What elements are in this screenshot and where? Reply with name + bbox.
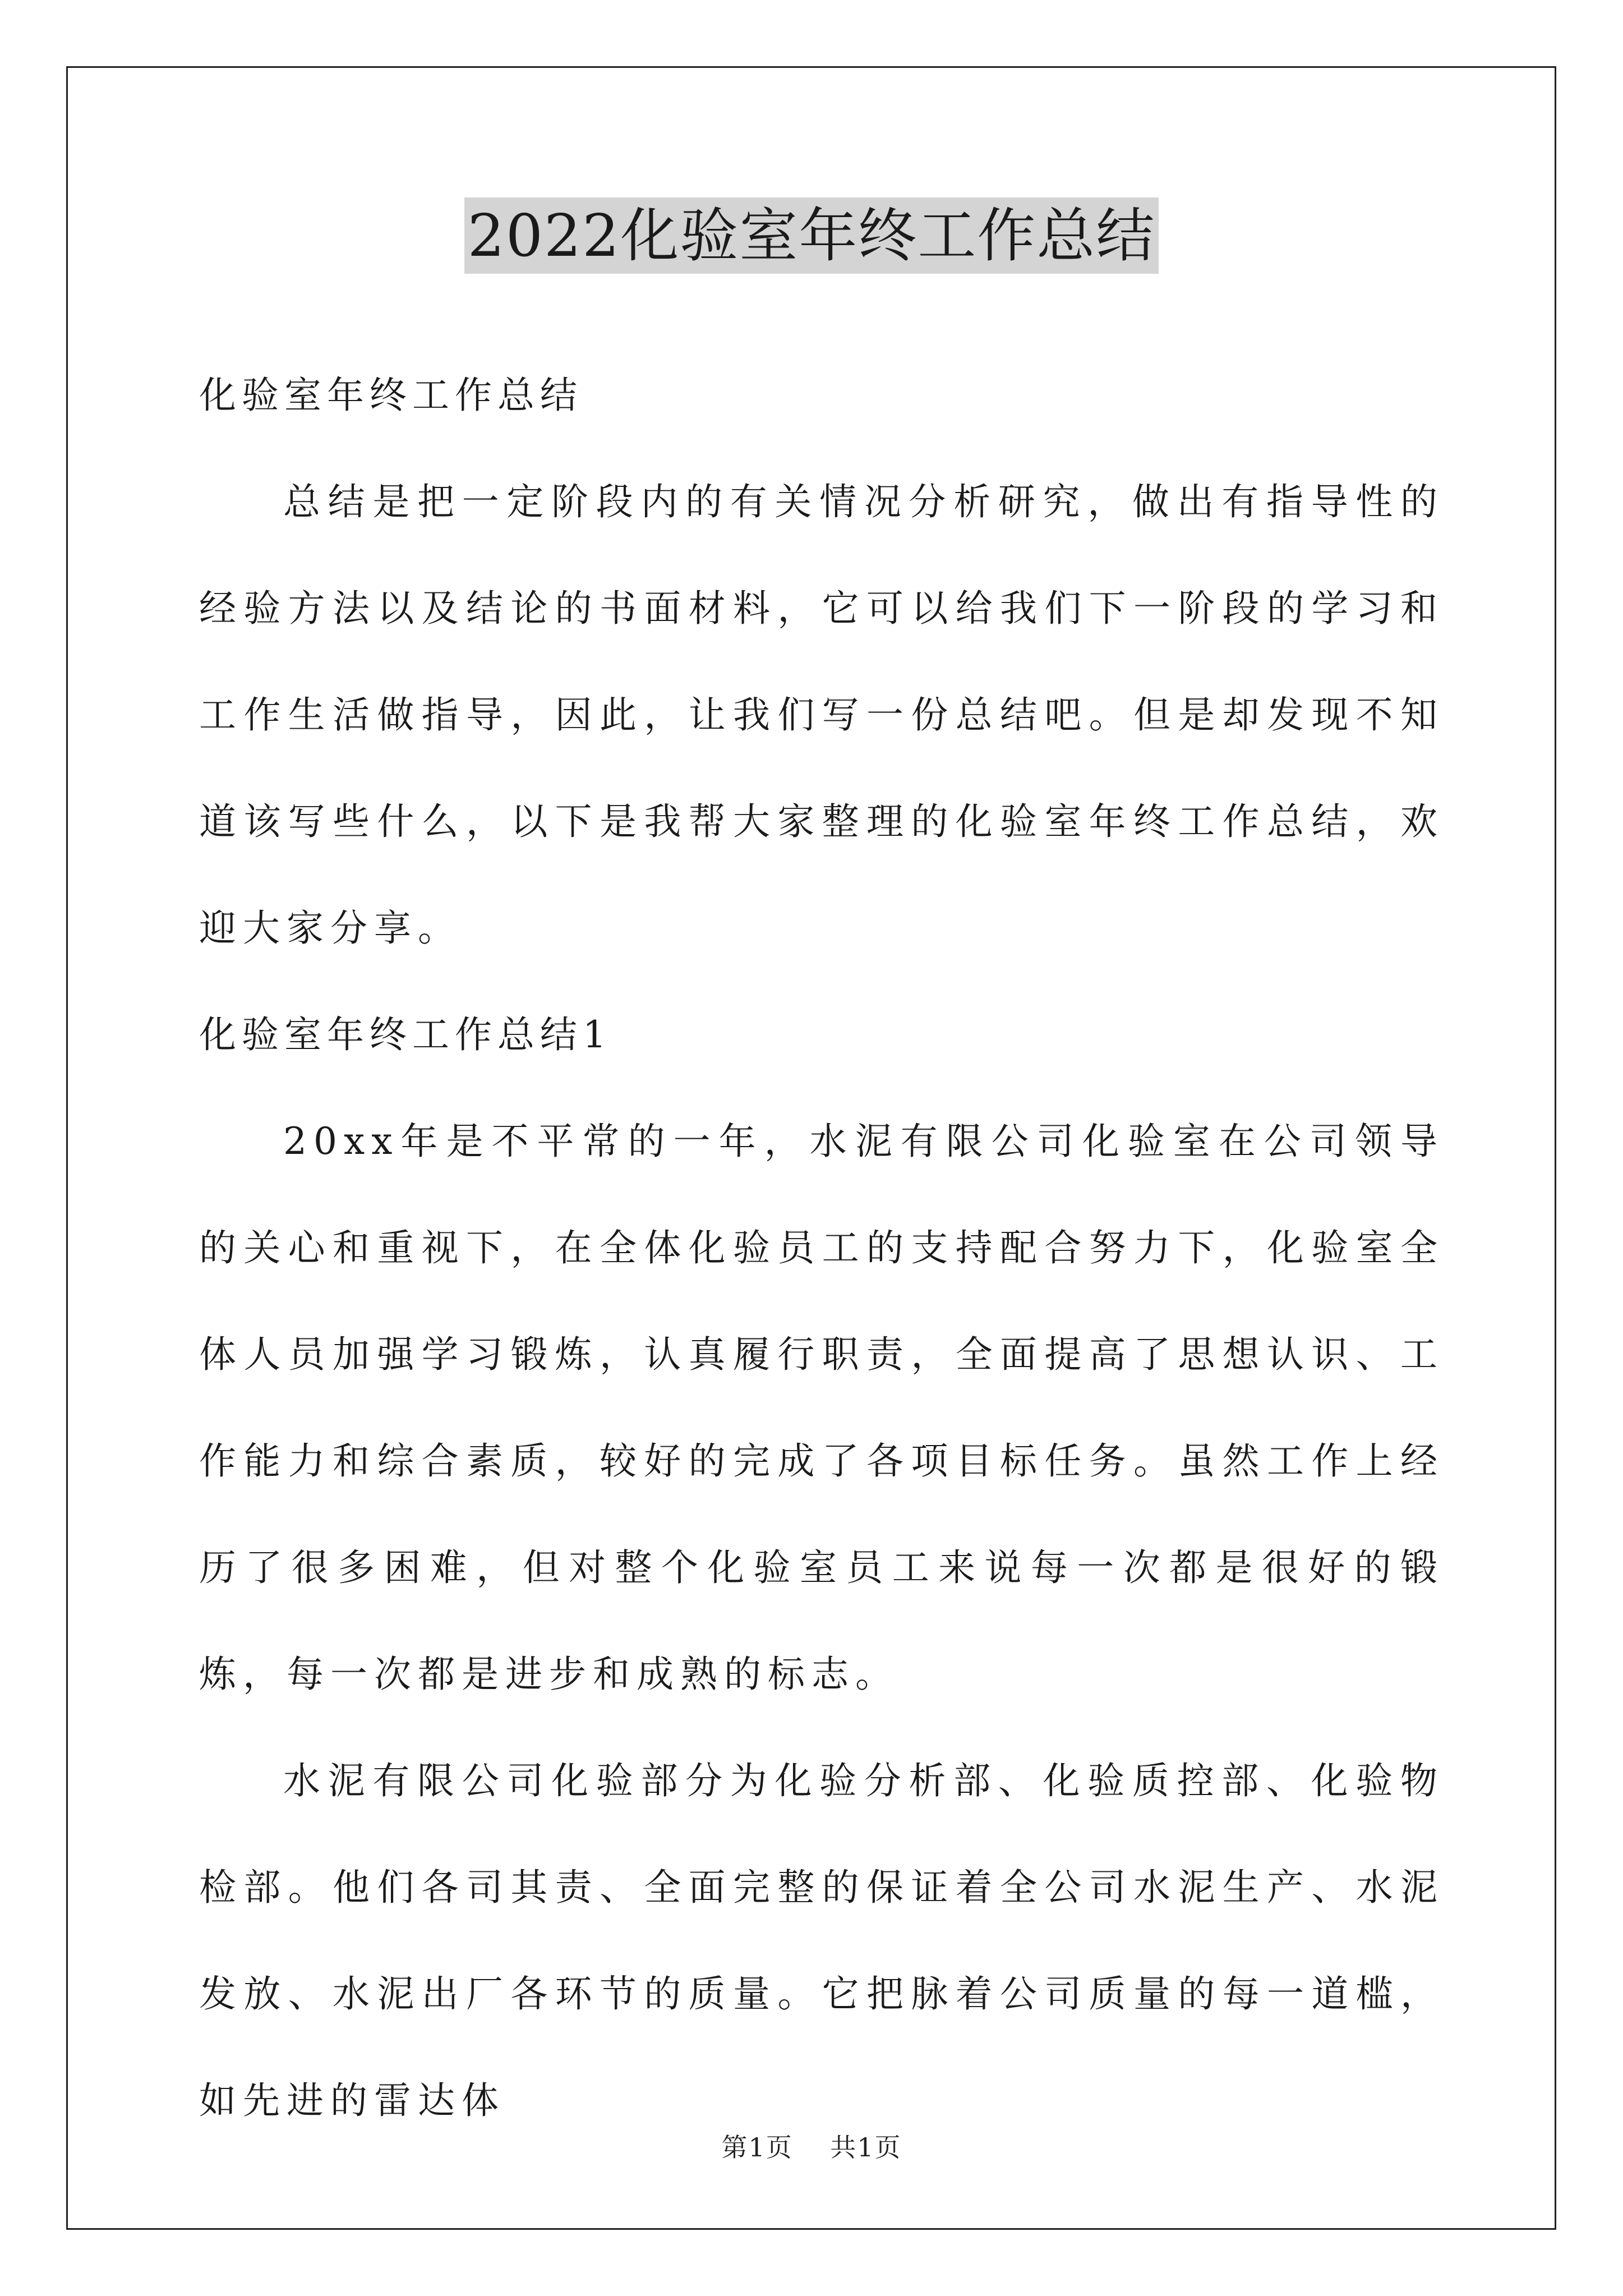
body-paragraph: 水泥有限公司化验部分为化验分析部、化验质控部、化验物检部。他们各司其责、全面完整的保证着全公司水泥生产、水泥发放、水泥出厂各环节的质量。它把脉着公司质量的每一道槛，如先进的雷达体	[199, 1759, 1444, 2122]
page-number: 第1页	[721, 2132, 793, 2162]
section-2	[199, 982, 1444, 2154]
section-heading: 化验室年终工作总结	[199, 374, 583, 417]
total-pages: 共1页	[830, 2132, 902, 2162]
body-paragraph: 20xx年是不平常的一年，水泥有限公司化验室在公司领导的关心和重视下，在全体化验员工的支持配合努力下，化验室全体人员加强学习锻炼，认真履行职责，全面提高了思想认识、工作能力和综合素质，较好的完成了各项目标任务。虽然工作上经历了很多困难，但对整个化验室员工来说每一次都是很好的锻炼，每一次都是进步和成熟的标志。	[199, 1120, 1444, 1696]
intro-paragraph: 总结是把一定阶段内的有关情况分析研究，做出有指导性的经验方法以及结论的书面材料，它可以给我们下一阶段的学习和工作生活做指导，因此，让我们写一份总结吧。但是却发现不知道该写些什么，以下是我帮大家整理的化验室年终工作总结，欢迎大家分享。	[199, 480, 1444, 950]
title-wrap	[0, 197, 1623, 274]
section-1	[199, 342, 1444, 982]
document-title: 2022化验室年终工作总结	[464, 197, 1159, 274]
page-footer	[0, 2131, 1623, 2164]
section-heading: 化验室年终工作总结1	[199, 1013, 612, 1056]
